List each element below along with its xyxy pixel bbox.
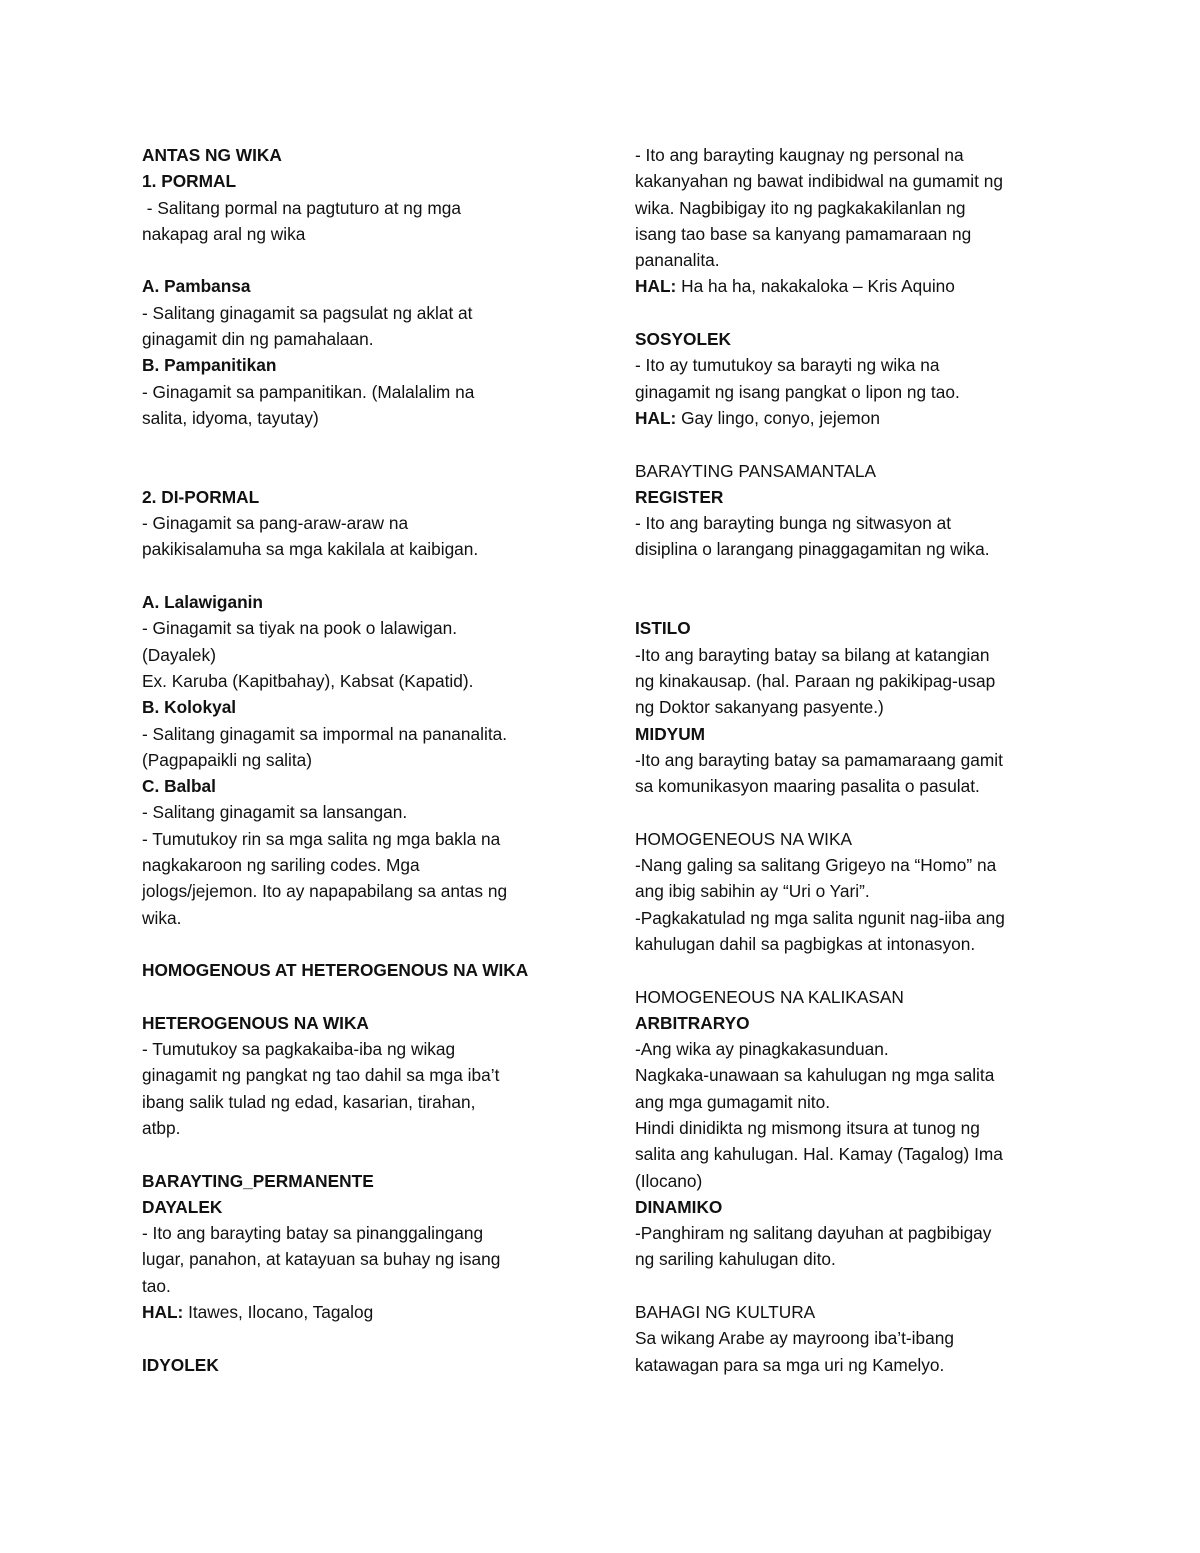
text-line: sa komunikasyon maaring pasalita o pasulat. [635, 776, 980, 797]
heading: 1. PORMAL [142, 171, 237, 192]
text-line: (Ilocano) [635, 1170, 703, 1191]
text-line: katawagan para sa mga uri ng Kamelyo. [635, 1354, 945, 1375]
text-line: - Salitang ginagamit sa lansangan. [142, 802, 408, 823]
text-line: kahulugan dahil sa pagbigkas at intonasyon. [635, 933, 976, 954]
text-line: Hindi dinidikta ng mismong itsura at tunog ng [635, 1117, 980, 1138]
text-line: Ex. Karuba (Kapitbahay), Kabsat (Kapatid). [142, 670, 474, 691]
heading: ISTILO [635, 618, 691, 639]
text-line: nakapag aral ng wika [142, 223, 306, 244]
example-line [635, 273, 1105, 299]
text-line: (Pagpapaikli ng salita) [142, 749, 313, 770]
text-line: - Ginagamit sa pampanitikan. (Malalalim na [142, 381, 475, 402]
example-label: HAL: [635, 276, 677, 297]
text-line: - Ito ay tumutukoy sa barayti ng wika na [635, 355, 940, 376]
blank-line [142, 1325, 612, 1351]
text-line: - Tumutukoy rin sa mga salita ng mga bakla na [142, 828, 501, 849]
text-line: - Ginagamit sa pang-araw-araw na [142, 513, 409, 534]
text-line: ang ibig sabihin ay “Uri o Yari”. [635, 881, 870, 902]
blank-line [635, 1273, 1105, 1299]
heading: SOSYOLEK [635, 329, 732, 350]
blank-line [142, 458, 612, 484]
heading: B. Kolokyal [142, 697, 237, 718]
blank-line [142, 431, 612, 457]
heading: IDYOLEK [142, 1354, 219, 1375]
text-line: ang mga gumagamit nito. [635, 1091, 831, 1112]
text-line: -Ito ang barayting batay sa pamamaraang gamit [635, 749, 1003, 770]
text-line: - Ito ang barayting kaugnay ng personal na [635, 145, 964, 165]
text-line: ginagamit ng pangkat ng tao dahil sa mga iba’t [142, 1065, 500, 1086]
text-line: pananalita. [635, 250, 720, 271]
blank-line [635, 589, 1105, 615]
blank-line [142, 1141, 612, 1167]
text-line: ginagamit din ng pamahalaan. [142, 329, 374, 350]
heading: HOMOGENOUS AT HETEROGENOUS NA WIKA [142, 960, 529, 981]
example-text: Itawes, Ilocano, Tagalog [183, 1302, 374, 1323]
heading: B. Pampanitikan [142, 355, 277, 376]
text-line: isang tao base sa kanyang pamamaraan ng [635, 223, 972, 244]
text-line: wika. Nagbibigay ito ng pagkakakilanlan ng [635, 197, 966, 218]
text-line: nagkakaroon ng sariling codes. Mga [142, 855, 420, 876]
text-line: -Pagkakatulad ng mga salita ngunit nag-iiba ang [635, 907, 1005, 928]
text-line: Sa wikang Arabe ay mayroong iba’t-ibang [635, 1328, 954, 1349]
heading: REGISTER [635, 486, 724, 507]
text-line: - Tumutukoy sa pagkakaiba-iba ng wikag [142, 1039, 456, 1060]
text-line: tao. [142, 1275, 171, 1296]
example-text: Ha ha ha, nakakaloka – Kris Aquino [676, 276, 955, 297]
heading: DINAMIKO [635, 1196, 723, 1217]
blank-line [635, 431, 1105, 457]
text-line: (Dayalek) [142, 644, 216, 665]
text-line: -Panghiram ng salitang dayuhan at pagbibigay [635, 1223, 992, 1244]
text-line: kakanyahan ng bawat indibidwal na gumamit ng [635, 171, 1003, 192]
blank-line [635, 957, 1105, 983]
text-line: ibang salik tulad ng edad, kasarian, tirahan, [142, 1091, 476, 1112]
blank-line [142, 984, 612, 1010]
right-column [635, 142, 1105, 1378]
text-line: atbp. [142, 1117, 181, 1138]
text-line: salita ang kahulugan. Hal. Kamay (Tagalog) Ima [635, 1144, 1003, 1165]
text-line: - Salitang ginagamit sa impormal na pananalita. [142, 723, 508, 744]
text-line: ng Doktor sakanyang pasyente.) [635, 697, 884, 718]
text-line: disiplina o larangang pinaggagamitan ng wika. [635, 539, 990, 560]
heading: A. Pambansa [142, 276, 251, 297]
heading: C. Balbal [142, 776, 216, 797]
heading: ANTAS NG WIKA [142, 145, 282, 165]
blank-line [635, 300, 1105, 326]
text-line: HOMOGENEOUS NA KALIKASAN [635, 986, 904, 1007]
left-column [142, 142, 612, 1378]
text-line: BARAYTING PANSAMANTALA [635, 460, 877, 481]
blank-line [142, 563, 612, 589]
text-line: Nagkaka-unawaan sa kahulugan ng mga salita [635, 1065, 995, 1086]
heading: HETEROGENOUS NA WIKA [142, 1012, 369, 1033]
text-line: jologs/jejemon. Ito ay napapabilang sa antas ng [142, 881, 508, 902]
text-line: wika. [142, 907, 182, 928]
text-line: - Ito ang barayting bunga ng sitwasyon at [635, 513, 952, 534]
example-line [142, 1299, 612, 1325]
text-line: -Nang galing sa salitang Grigeyo na “Homo” na [635, 855, 997, 876]
text-line: HOMOGENEOUS NA WIKA [635, 828, 853, 849]
heading: ARBITRARYO [635, 1012, 750, 1033]
text-line: salita, idyoma, tayutay) [142, 407, 319, 428]
text-line: ng sariling kahulugan dito. [635, 1249, 836, 1270]
text-line: -Ang wika ay pinagkakasunduan. [635, 1039, 889, 1060]
text-line: - Salitang ginagamit sa pagsulat ng aklat at [142, 302, 473, 323]
example-label: HAL: [142, 1302, 184, 1323]
example-line [635, 405, 1105, 431]
text-line: -Ito ang barayting batay sa bilang at katangian [635, 644, 990, 665]
heading: A. Lalawiganin [142, 592, 263, 613]
blank-line [142, 247, 612, 273]
text-line: BAHAGI NG KULTURA [635, 1302, 816, 1323]
heading: 2. DI-PORMAL [142, 486, 260, 507]
text-line: - Ito ang barayting batay sa pinanggalingang [142, 1223, 484, 1244]
text-line: lugar, panahon, at katayuan sa buhay ng isang [142, 1249, 501, 1270]
heading: MIDYUM [635, 723, 706, 744]
text-line: ginagamit ng isang pangkat o lipon ng tao. [635, 381, 960, 402]
blank-line [142, 931, 612, 957]
text-line: pakikisalamuha sa mga kakilala at kaibigan. [142, 539, 479, 560]
heading: BARAYTING_PERMANENTE [142, 1170, 374, 1191]
text-line: ng kinakausap. (hal. Paraan ng pakikipag-usap [635, 670, 996, 691]
blank-line [635, 563, 1105, 589]
example-text: Gay lingo, conyo, jejemon [676, 407, 880, 428]
text-line: - Salitang pormal na pagtuturo at ng mga [142, 197, 461, 218]
text-line: - Ginagamit sa tiyak na pook o lalawigan. [142, 618, 458, 639]
example-label: HAL: [635, 407, 677, 428]
heading: DAYALEK [142, 1196, 223, 1217]
blank-line [635, 799, 1105, 825]
